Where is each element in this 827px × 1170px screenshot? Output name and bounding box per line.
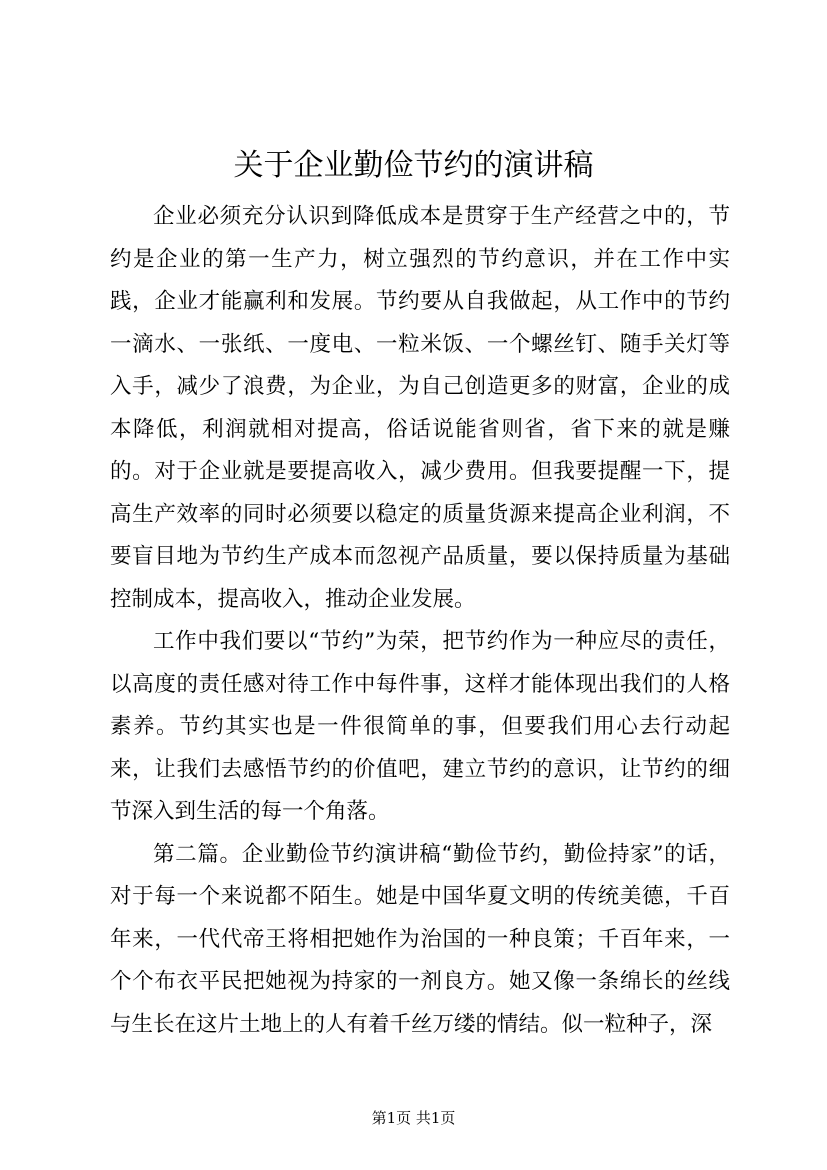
document-title: 关于企业勤俭节约的演讲稿	[233, 148, 594, 183]
paragraph-1: 企业必须充分认识到降低成本是贯穿于生产经营之中的，节约是企业的第一生产力，树立强烈的节约意识，并在工作中实践，企业才能赢利和发展。节约要从自我做起，从工作中的节约一滴水、一张纸、一度电、一粒米饭、一个螺丝钉、随手关灯等入手，减少了浪费，为企业，为自己创造更多的财富，企业的成本降低，利润就相对提高，俗话说能省则省，省下来的就是赚的。对于企业就是要提高收入，减少费用。但我要提醒一下，提高生产效率的同时必须要以稳定的质量货源来提高企业利润，不要盲目地为节约生产成本而忽视产品质量，要以保持质量为基础控制成本，提高收入，推动企业发展。	[110, 204, 730, 612]
paragraph-2: 工作中我们要以“节约”为荣，把节约作为一种应尽的责任，以高度的责任感对待工作中每件事，这样才能体现出我们的人格素养。节约其实也是一件很简单的事，但要我们用心去行动起来，让我们去感悟节约的价值吧，建立节约的意识，让节约的细节深入到生活的每一个角落。	[110, 629, 730, 824]
paragraph-3: 第二篇。企业勤俭节约演讲稿“勤俭节约，勤俭持家”的话，对于每一个来说都不陌生。她是中国华夏文明的传统美德，千百年来，一代代帝王将相把她作为治国的一种良策；千百年来，一个个布衣平民把她视为持家的一剂良方。她又像一条绵长的丝线与生长在这片土地上的人有着千丝万缕的情结。似一粒种子，深	[110, 841, 730, 1037]
page-footer: 第1页 共1页	[371, 1109, 456, 1127]
document-body	[110, 196, 730, 1046]
